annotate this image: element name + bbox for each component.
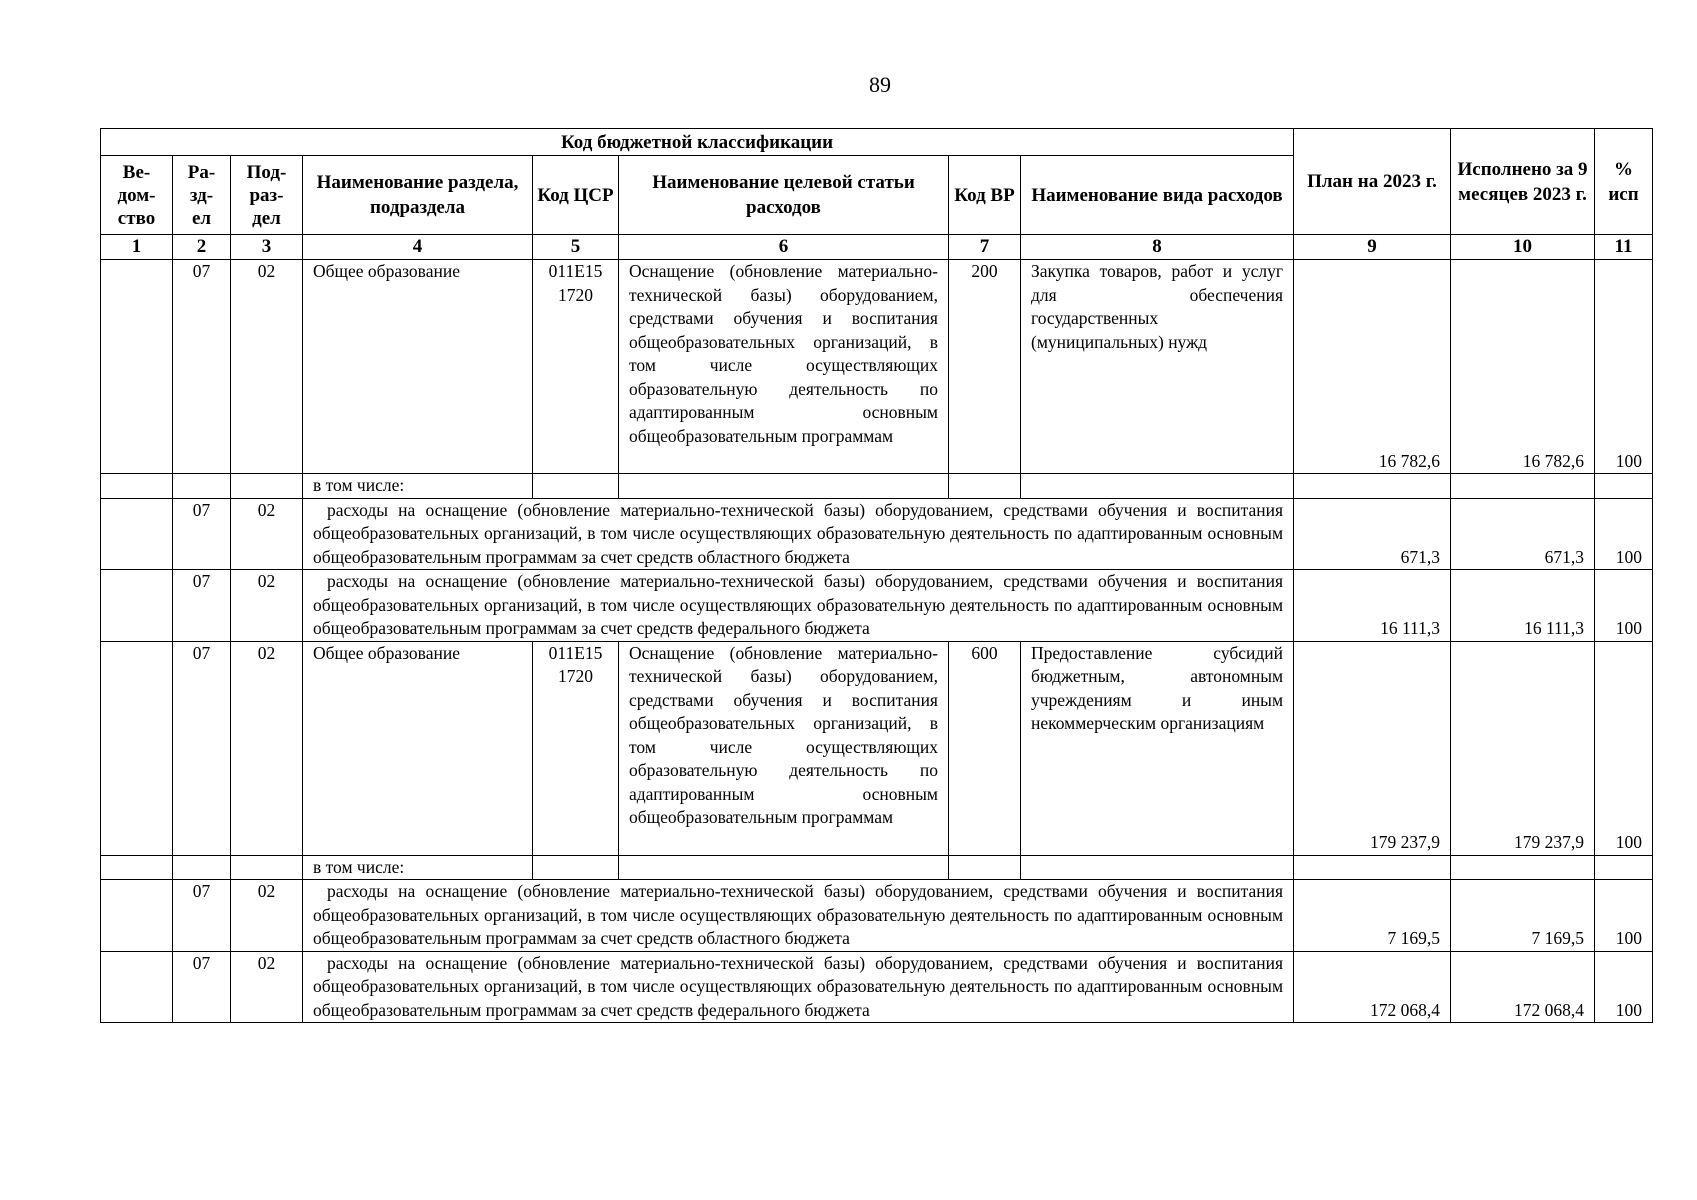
done-cell: 7 169,5 bbox=[1451, 880, 1595, 952]
budget-classification-header: Код бюджетной классификации bbox=[101, 129, 1294, 156]
podrazdel-cell: 02 bbox=[231, 880, 303, 952]
podrazdel-cell: 02 bbox=[231, 641, 303, 855]
plan-cell: 7 169,5 bbox=[1294, 880, 1451, 952]
kod-vr-cell: 600 bbox=[949, 641, 1021, 855]
percent-cell: 100 bbox=[1595, 570, 1653, 642]
col-number: 7 bbox=[949, 235, 1021, 260]
done-cell: 671,3 bbox=[1451, 498, 1595, 570]
kod-csr-cell: 011Е15 1720 bbox=[533, 641, 619, 855]
percent-cell: 100 bbox=[1595, 260, 1653, 474]
razdel-name-cell: Общее образование bbox=[303, 641, 533, 855]
sub-description: расходы на оснащение (обновление материально-технической базы) оборудованием, средствами обучения и воспитания общеобразовательных организаций, в том числе осуществляющих образовательную деятельность по адаптированным основным общеобразовательным программам за счет средств федерального бюджета bbox=[303, 570, 1294, 642]
col-number: 2 bbox=[173, 235, 231, 260]
col-number: 8 bbox=[1021, 235, 1294, 260]
sub-description: расходы на оснащение (обновление материально-технической базы) оборудованием, средствами обучения и воспитания общеобразовательных организаций, в том числе осуществляющих образовательную деятельность по адаптированным основным общеобразовательным программам за счет средств областного бюджета bbox=[303, 498, 1294, 570]
plan-cell: 16 111,3 bbox=[1294, 570, 1451, 642]
kod-csr-header: Код ЦСР bbox=[533, 156, 619, 235]
percent-cell: 100 bbox=[1595, 641, 1653, 855]
sub-label-row bbox=[101, 474, 1653, 499]
razdel-name-header: Наименование раздела, подраздела bbox=[303, 156, 533, 235]
podrazdel-cell: 02 bbox=[231, 260, 303, 474]
budget-table bbox=[100, 128, 1653, 1023]
percent-cell: 100 bbox=[1595, 951, 1653, 1023]
vr-name-cell: Предоставление субсидий бюджетным, автономным учреждениям и иным некоммерческим организациям bbox=[1021, 641, 1294, 855]
col-number: 10 bbox=[1451, 235, 1595, 260]
page-number: 89 bbox=[869, 72, 891, 97]
podrazdel-cell: 02 bbox=[231, 570, 303, 642]
razdel-name-cell: Общее образование bbox=[303, 260, 533, 474]
kod-vr-header: Код ВР bbox=[949, 156, 1021, 235]
done-cell: 16 782,6 bbox=[1451, 260, 1595, 474]
sub-row bbox=[101, 570, 1653, 642]
vedomstvo-cell bbox=[101, 641, 173, 855]
percent-header: % исп bbox=[1595, 129, 1653, 235]
col-number: 4 bbox=[303, 235, 533, 260]
plan-cell: 16 782,6 bbox=[1294, 260, 1451, 474]
sub-row bbox=[101, 880, 1653, 952]
percent-cell: 100 bbox=[1595, 880, 1653, 952]
sub-label-row bbox=[101, 855, 1653, 880]
plan-cell: 671,3 bbox=[1294, 498, 1451, 570]
vedomstvo-header: Ве- дом- ство bbox=[101, 156, 173, 235]
col-number: 5 bbox=[533, 235, 619, 260]
col-number: 3 bbox=[231, 235, 303, 260]
vr-name-cell: Закупка товаров, работ и услуг для обеспечения государственных (муниципальных) нужд bbox=[1021, 260, 1294, 474]
razdel-cell: 07 bbox=[173, 498, 231, 570]
col-number: 6 bbox=[619, 235, 949, 260]
kod-vr-cell: 200 bbox=[949, 260, 1021, 474]
plan-cell: 172 068,4 bbox=[1294, 951, 1451, 1023]
sub-label: в том числе: bbox=[303, 474, 533, 499]
col-number: 9 bbox=[1294, 235, 1451, 260]
done-cell: 179 237,9 bbox=[1451, 641, 1595, 855]
sub-description: расходы на оснащение (обновление материально-технической базы) оборудованием, средствами обучения и воспитания общеобразовательных организаций, в том числе осуществляющих образовательную деятельность по адаптированным основным общеобразовательным программам за счет средств федерального бюджета bbox=[303, 951, 1294, 1023]
podrazdel-cell: 02 bbox=[231, 951, 303, 1023]
csr-name-cell: Оснащение (обновление материально-технической базы) оборудованием, средствами обучения и воспитания общеобразовательных организаций, в том числе осуществляющих образовательную деятельность по адаптированным основным общеобразовательным программам bbox=[619, 641, 949, 855]
header-row-top bbox=[101, 129, 1653, 156]
sub-description: расходы на оснащение (обновление материально-технической базы) оборудованием, средствами обучения и воспитания общеобразовательных организаций, в том числе осуществляющих образовательную деятельность по адаптированным основным общеобразовательным программам за счет средств областного бюджета bbox=[303, 880, 1294, 952]
plan-header: План на 2023 г. bbox=[1294, 129, 1451, 235]
csr-name-header: Наименование целевой статьи расходов bbox=[619, 156, 949, 235]
kod-csr-cell: 011Е15 1720 bbox=[533, 260, 619, 474]
col-number: 1 bbox=[101, 235, 173, 260]
done-cell: 16 111,3 bbox=[1451, 570, 1595, 642]
razdel-cell: 07 bbox=[173, 570, 231, 642]
plan-cell: 179 237,9 bbox=[1294, 641, 1451, 855]
col-number: 11 bbox=[1595, 235, 1653, 260]
vedomstvo-cell bbox=[101, 260, 173, 474]
sub-row bbox=[101, 498, 1653, 570]
table-row bbox=[101, 260, 1653, 474]
csr-name-cell: Оснащение (обновление материально-технической базы) оборудованием, средствами обучения и воспитания общеобразовательных организаций, в том числе осуществляющих образовательную деятельность по адаптированным основным общеобразовательным программам bbox=[619, 260, 949, 474]
sub-label: в том числе: bbox=[303, 855, 533, 880]
done-header: Исполнено за 9 месяцев 2023 г. bbox=[1451, 129, 1595, 235]
razdel-cell: 07 bbox=[173, 641, 231, 855]
razdel-cell: 07 bbox=[173, 880, 231, 952]
percent-cell: 100 bbox=[1595, 498, 1653, 570]
column-number-row bbox=[101, 235, 1653, 260]
table-row bbox=[101, 641, 1653, 855]
podrazdel-header: Под- раз- дел bbox=[231, 156, 303, 235]
podrazdel-cell: 02 bbox=[231, 498, 303, 570]
vr-name-header: Наименование вида расходов bbox=[1021, 156, 1294, 235]
razdel-cell: 07 bbox=[173, 260, 231, 474]
done-cell: 172 068,4 bbox=[1451, 951, 1595, 1023]
razdel-cell: 07 bbox=[173, 951, 231, 1023]
sub-row bbox=[101, 951, 1653, 1023]
razdel-header: Ра- зд- ел bbox=[173, 156, 231, 235]
